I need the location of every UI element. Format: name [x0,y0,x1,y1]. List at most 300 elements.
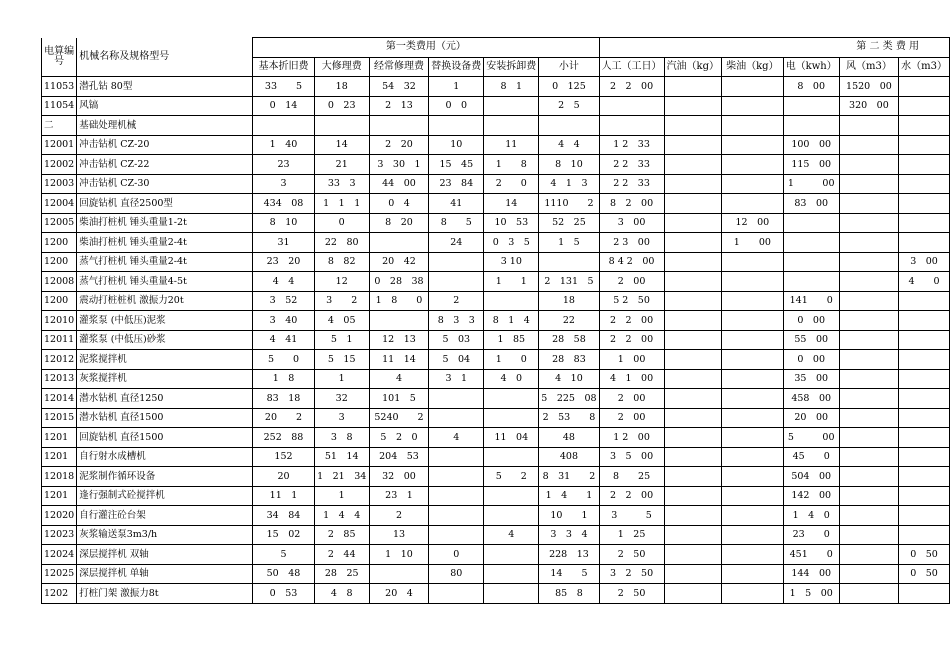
cell-value [899,428,950,448]
header-col-1: 大修理费 [314,57,369,77]
cell-value [899,174,950,194]
cell-value: 23 20 [253,252,314,272]
cell-value: 12 00 [722,213,784,233]
cell-value: 3 3 4 [539,525,599,545]
cell-value [839,564,898,584]
cell-value: 4 0 [899,272,950,292]
cell-value: 3 00 [599,213,664,233]
cell-value [664,584,721,604]
cell-value [664,350,721,370]
cell-value [899,96,950,116]
cell-value [722,174,784,194]
cell-value [722,564,784,584]
header-col-3: 替换设备费 [429,57,484,77]
table-row [42,96,950,116]
table-row [42,467,950,487]
table-row [42,369,950,389]
cell-value [839,252,898,272]
cell-value: 4 [484,525,539,545]
cell-value: 1 [429,77,484,97]
cell-value: 320 00 [839,96,898,116]
cell-value [484,291,539,311]
cell-value: 18 [539,291,599,311]
cell-value [664,252,721,272]
cell-value: 451 0 [783,545,839,565]
cell-value: 5 00 [783,428,839,448]
cell-value: 2 00 [599,408,664,428]
header-group-row [42,38,950,58]
cell-value [839,194,898,214]
cell-value: 11 14 [369,350,429,370]
cell-value: 3 [314,408,369,428]
cell-value [253,116,314,136]
cell-value: 41 [429,194,484,214]
cell-value: 2 2 33 [599,174,664,194]
cell-value [899,194,950,214]
cell-value: 204 53 [369,447,429,467]
cell-value: 2 00 [599,389,664,409]
cell-value [839,389,898,409]
cell-code: 1201 [42,486,77,506]
cell-value: 8 31 2 [539,467,599,487]
table-row [42,291,950,311]
cell-name: 回旋钻机 直径2500型 [77,194,253,214]
table-row [42,155,950,175]
cell-value: 5 2 0 [369,428,429,448]
cell-value [664,486,721,506]
cell-value [783,213,839,233]
cell-value: 3 5 [599,506,664,526]
cell-value: 101 5 [369,389,429,409]
cell-value: 14 5 [539,564,599,584]
cell-value [839,350,898,370]
cell-value: 83 18 [253,389,314,409]
cell-value [783,252,839,272]
cell-value: 1 00 [783,174,839,194]
cell-value: 13 [369,525,429,545]
header-col-9: 电（kwh） [783,57,839,77]
cell-value [484,486,539,506]
cell-value [839,213,898,233]
cell-value [664,369,721,389]
table-row [42,408,950,428]
cell-value: 142 00 [783,486,839,506]
cell-value [839,584,898,604]
header-group-second-class: 第 二 类 费 用 [599,38,949,58]
cell-value: 14 [484,194,539,214]
cell-value: 1 5 [539,233,599,253]
table-row [42,233,950,253]
table-row [42,506,950,526]
cell-value: 52 25 [539,213,599,233]
cell-value [429,447,484,467]
cell-value: 1 4 4 [314,506,369,526]
cell-value: 1 00 [722,233,784,253]
cell-value: 2 0 [484,174,539,194]
cell-code: 1200 [42,233,77,253]
cell-value [899,447,950,467]
cell-value [664,174,721,194]
cell-value: 2 20 [369,135,429,155]
cell-value: 2 2 00 [599,486,664,506]
cell-value: 144 00 [783,564,839,584]
table-row [42,584,950,604]
cell-value: 8 10 [253,213,314,233]
cell-name: 潜水钻机 直径1500 [77,408,253,428]
cell-value: 2 13 [369,96,429,116]
cell-code: 12012 [42,350,77,370]
cell-value [599,96,664,116]
cell-value: 3 52 [253,291,314,311]
cell-name: 灰浆输送泵3m3/h [77,525,253,545]
cell-name: 柴油打桩机 锤头重量2-4t [77,233,253,253]
cell-value [429,467,484,487]
cell-value [839,174,898,194]
cell-name: 深层搅拌机 双轴 [77,545,253,565]
header-col-7: 汽油（kg） [664,57,721,77]
cell-value [664,213,721,233]
cell-code: 12024 [42,545,77,565]
cell-name: 蒸气打桩机 锤头重量4-5t [77,272,253,292]
cell-value: 1 2 33 [599,135,664,155]
cell-code: 12010 [42,311,77,331]
cell-value: 50 48 [253,564,314,584]
cell-name: 潜孔钻 80型 [77,77,253,97]
cell-value: 0 0 [429,96,484,116]
header-group-first-class: 第一类费用（元） [253,38,599,58]
cell-code: 二 [42,116,77,136]
cell-name: 灰浆搅拌机 [77,369,253,389]
cell-code: 1200 [42,291,77,311]
cell-value: 141 0 [783,291,839,311]
cell-code: 12003 [42,174,77,194]
cell-value: 2 [369,506,429,526]
cell-name: 自行灌注砼台架 [77,506,253,526]
cell-value [839,311,898,331]
cell-name: 蒸气打桩机 锤头重量2-4t [77,252,253,272]
cell-value: 252 88 [253,428,314,448]
header-col-4: 安装拆卸费 [484,57,539,77]
cell-value: 2 00 [599,272,664,292]
cell-value [899,291,950,311]
cell-value: 5 225 08 [539,389,599,409]
cell-name: 泥浆搅拌机 [77,350,253,370]
cell-value [664,116,721,136]
cell-value [839,506,898,526]
cell-value [664,330,721,350]
cell-value: 2 2 33 [599,155,664,175]
cell-value: 1 10 [369,545,429,565]
cell-value: 34 84 [253,506,314,526]
cell-code: 12023 [42,525,77,545]
cell-value [722,291,784,311]
cell-code: 1201 [42,428,77,448]
cell-value: 1 [314,486,369,506]
cell-value: 1 4 1 [539,486,599,506]
cell-value: 5 04 [429,350,484,370]
table-row [42,350,950,370]
cell-value [839,369,898,389]
cell-value: 408 [539,447,599,467]
cell-value [484,545,539,565]
cell-name: 基础处理机械 [77,116,253,136]
cell-value: 10 [429,135,484,155]
cell-value: 1 8 0 [369,291,429,311]
cell-value: 28 25 [314,564,369,584]
cell-value [722,545,784,565]
cell-value: 35 00 [783,369,839,389]
cell-value: 3 2 50 [599,564,664,584]
cell-value: 5 [253,545,314,565]
cell-value: 5 03 [429,330,484,350]
cell-value [899,467,950,487]
cell-name: 泥浆制作循环设备 [77,467,253,487]
cell-value: 1 2 00 [599,428,664,448]
cell-value [429,408,484,428]
cell-value: 3 00 [899,252,950,272]
cell-value [664,564,721,584]
cell-value: 3 30 1 [369,155,429,175]
cell-code: 12002 [42,155,77,175]
cell-value [899,525,950,545]
cell-value: 31 [253,233,314,253]
cell-value [722,330,784,350]
cell-value: 1 1 1 [314,194,369,214]
cell-code: 1202 [42,584,77,604]
cell-value: 4 0 [484,369,539,389]
cell-value [664,135,721,155]
cell-value [314,116,369,136]
cell-value [664,272,721,292]
cell-value: 20 2 [253,408,314,428]
cell-value [429,252,484,272]
cell-value: 0 28 38 [369,272,429,292]
cell-value: 2 53 8 [539,408,599,428]
cell-value: 4 4 [253,272,314,292]
cell-code: 11054 [42,96,77,116]
cell-value: 0 14 [253,96,314,116]
cell-name: 风镐 [77,96,253,116]
cell-value: 0 [429,545,484,565]
cell-value [839,155,898,175]
cell-value: 0 3 5 [484,233,539,253]
machinery-cost-table [41,37,950,604]
cell-value: 0 [314,213,369,233]
cell-value: 8 2 00 [599,194,664,214]
cell-value [429,486,484,506]
cell-value: 5 2 [484,467,539,487]
cell-value: 152 [253,447,314,467]
cell-name: 冲击钻机 CZ-30 [77,174,253,194]
cell-name: 逢行强制式砼搅拌机 [77,486,253,506]
cell-value: 85 8 [539,584,599,604]
cell-value [722,525,784,545]
cell-value [664,428,721,448]
cell-value: 4 1 00 [599,369,664,389]
cell-value [839,408,898,428]
table-row [42,389,950,409]
cell-value: 1520 00 [839,77,898,97]
cell-value [783,116,839,136]
header-name: 机械名称及规格型号 [77,38,253,77]
cell-value [369,311,429,331]
table-row [42,77,950,97]
cell-value: 0 23 [314,96,369,116]
cell-value: 23 [253,155,314,175]
cell-value [369,233,429,253]
cell-value [839,447,898,467]
cell-value: 28 83 [539,350,599,370]
cell-value: 48 [539,428,599,448]
cell-value: 4 [429,428,484,448]
cell-value: 2 50 [599,584,664,604]
cell-value: 4 4 [539,135,599,155]
cell-value: 20 00 [783,408,839,428]
cell-value [664,447,721,467]
cell-value [839,486,898,506]
cell-value: 1 85 [484,330,539,350]
cell-value: 5 1 [314,330,369,350]
cell-value: 1 0 [484,350,539,370]
cell-name: 震动打桩桩机 激振力20t [77,291,253,311]
cell-code: 12005 [42,213,77,233]
cell-value: 12 [314,272,369,292]
table-row [42,213,950,233]
cell-value: 8 3 3 [429,311,484,331]
cell-value [664,77,721,97]
cell-code: 12011 [42,330,77,350]
table-row [42,252,950,272]
cell-code: 12025 [42,564,77,584]
cell-value [664,389,721,409]
cell-code: 12004 [42,194,77,214]
table-row [42,194,950,214]
cell-value [722,428,784,448]
cell-value [839,135,898,155]
cell-value: 8 20 [369,213,429,233]
cell-value: 45 0 [783,447,839,467]
cell-value [899,213,950,233]
cell-name: 冲击钻机 CZ-20 [77,135,253,155]
table-row [42,428,950,448]
cell-value: 22 [539,311,599,331]
cell-value: 1 21 34 [314,467,369,487]
cell-value [369,116,429,136]
table-row [42,116,950,136]
cell-value: 3 8 [314,428,369,448]
cell-value: 3 2 [314,291,369,311]
cell-name: 回旋钻机 直径1500 [77,428,253,448]
header-col-2: 经常修理费 [369,57,429,77]
cell-name: 自行射水成槽机 [77,447,253,467]
cell-value [899,506,950,526]
cell-value: 2 2 00 [599,330,664,350]
table-row [42,330,950,350]
cell-value: 8 82 [314,252,369,272]
cell-value [899,116,950,136]
cell-value: 2 [429,291,484,311]
cell-value [429,584,484,604]
cell-value: 1 4 0 [783,506,839,526]
header-col-10: 风（m3） [839,57,898,77]
cell-value [839,330,898,350]
cell-value: 115 00 [783,155,839,175]
cell-value: 8 1 [484,77,539,97]
cell-value [722,194,784,214]
cell-value: 3 10 [484,252,539,272]
cell-value [722,252,784,272]
cell-value: 32 00 [369,467,429,487]
cell-value: 1 40 [253,135,314,155]
cell-value [664,311,721,331]
cell-value: 54 32 [369,77,429,97]
table-row [42,135,950,155]
cell-name: 灌浆泵 (中低压)泥浆 [77,311,253,331]
header-col-11: 水（m3） [899,57,950,77]
cell-value: 2 5 [539,96,599,116]
cell-value [899,486,950,506]
cell-value: 23 1 [369,486,429,506]
cell-value: 11 04 [484,428,539,448]
cell-value: 1 5 00 [783,584,839,604]
cell-value: 20 [253,467,314,487]
cell-value [484,564,539,584]
cell-value: 1 00 [599,350,664,370]
cell-value: 3 5 00 [599,447,664,467]
cell-value [899,155,950,175]
cell-value [429,272,484,292]
table-body [42,77,950,604]
cell-value [899,233,950,253]
cell-value: 100 00 [783,135,839,155]
cell-value [664,194,721,214]
cell-value [783,96,839,116]
cell-value [429,506,484,526]
cell-code: 12013 [42,369,77,389]
table-row [42,174,950,194]
cell-value: 2 2 00 [599,77,664,97]
cell-name: 深层搅拌机 单轴 [77,564,253,584]
cell-value: 0 4 [369,194,429,214]
cell-value: 5 15 [314,350,369,370]
cell-value [664,155,721,175]
cell-value: 228 13 [539,545,599,565]
cell-value: 33 3 [314,174,369,194]
cell-value [899,584,950,604]
cell-value: 0 125 [539,77,599,97]
cell-code: 11053 [42,77,77,97]
table-row [42,272,950,292]
cell-value [664,291,721,311]
cell-value [722,369,784,389]
cell-value [899,330,950,350]
cell-value [839,545,898,565]
cell-value: 8 5 [429,213,484,233]
cell-value [429,389,484,409]
cell-value: 2 2 00 [599,311,664,331]
cell-name: 灌浆泵 (中低压)砂浆 [77,330,253,350]
cell-value [484,506,539,526]
cell-value: 10 53 [484,213,539,233]
cell-value: 0 50 [899,545,950,565]
cell-value: 21 [314,155,369,175]
cell-value [722,447,784,467]
cell-value: 20 42 [369,252,429,272]
cell-value: 3 1 [429,369,484,389]
cell-value: 23 84 [429,174,484,194]
cell-value: 8 4 2 00 [599,252,664,272]
cell-value [839,467,898,487]
